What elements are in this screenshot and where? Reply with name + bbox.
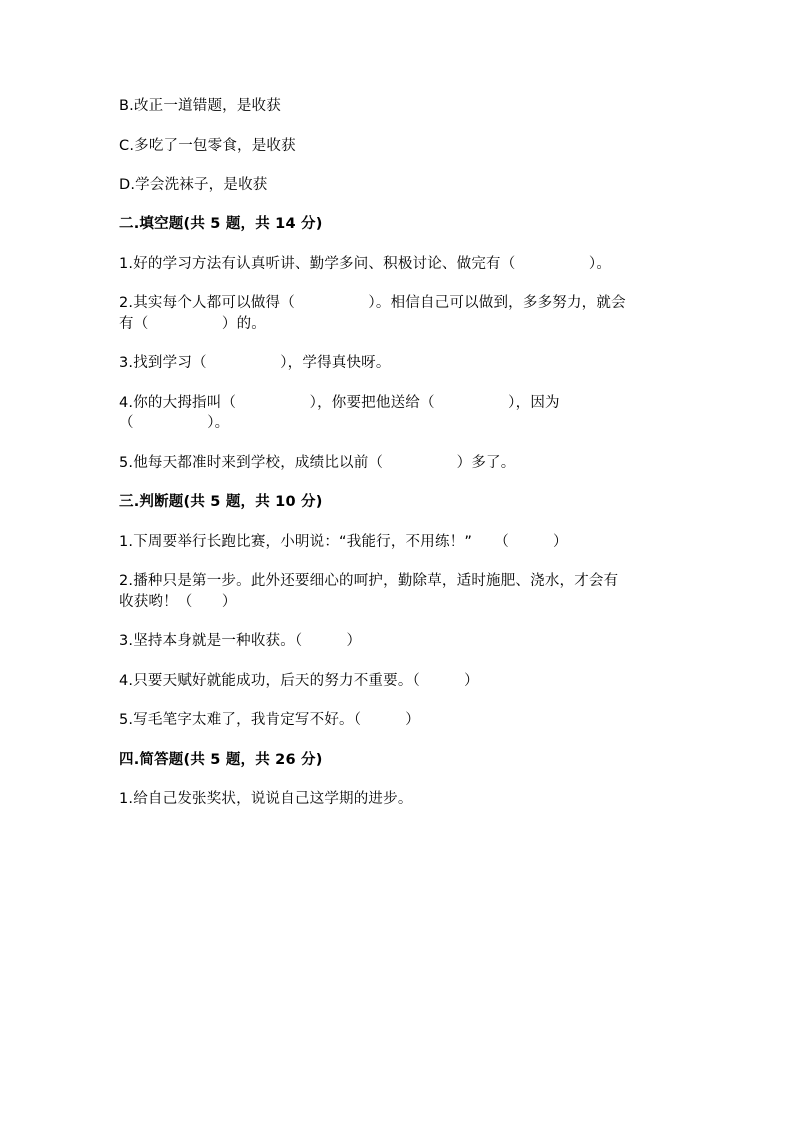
section-heading-short-answer: 四.简答题(共 5 题，共 26 分) <box>119 752 323 768</box>
section-heading-true-false: 三.判断题(共 5 题，共 10 分) <box>119 494 323 510</box>
choice-option-d: D.学会洗袜子，是收获 <box>119 177 268 193</box>
short-answer-question-1: 1.给自己发张奖状，说说自己这学期的进步。 <box>119 791 413 807</box>
choice-option-c: C.多吃了一包零食，是收获 <box>119 138 296 154</box>
true-false-question-4: 4.只要天赋好就能成功，后天的努力不重要。（ ） <box>119 673 479 689</box>
fill-in-question-1: 1.好的学习方法有认真听讲、勤学多问、积极讨论、做完有（ ）。 <box>119 256 612 272</box>
fill-in-question-4-line-2: （ ）。 <box>119 415 230 431</box>
true-false-question-5: 5.写毛笔字太难了，我肯定写不好。（ ） <box>119 712 420 728</box>
section-heading-fill-in: 二.填空题(共 5 题，共 14 分) <box>119 216 323 232</box>
fill-in-question-5: 5.他每天都准时来到学校，成绩比以前（ ）多了。 <box>119 455 516 471</box>
fill-in-question-3: 3.找到学习（ ），学得真快呀。 <box>119 355 391 371</box>
true-false-question-1: 1.下周要举行长跑比赛，小明说：“我能行，不用练！” （ ） <box>119 534 568 550</box>
choice-option-b: B.改正一道错题，是收获 <box>119 98 281 114</box>
true-false-question-2-line-2: 收获哟！（ ） <box>119 594 237 610</box>
true-false-question-3: 3.坚持本身就是一种收获。（ ） <box>119 633 362 649</box>
fill-in-question-2-line-2: 有（ ）的。 <box>119 316 266 332</box>
true-false-question-2-line-1: 2.播种只是第一步。此外还要细心的呵护，勤除草，适时施肥、浇水，才会有 <box>119 573 619 589</box>
fill-in-question-4-line-1: 4.你的大拇指叫（ ），你要把他送给（ ），因为 <box>119 395 560 411</box>
fill-in-question-2-line-1: 2.其实每个人都可以做得（ ）。相信自己可以做到，多多努力，就会 <box>119 295 626 311</box>
